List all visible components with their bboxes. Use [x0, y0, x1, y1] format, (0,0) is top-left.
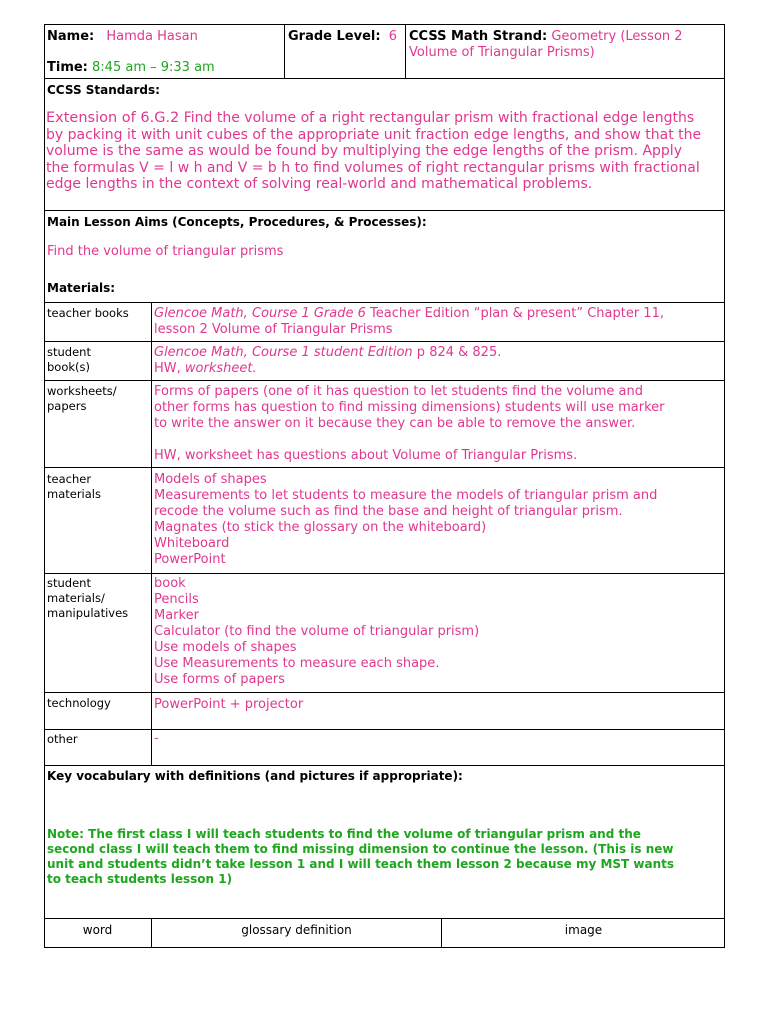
- list-item: PowerPoint: [154, 552, 226, 567]
- list-item: Models of shapes: [154, 472, 267, 487]
- list-item: Use Measurements to measure each shape.: [154, 656, 440, 671]
- row-rule-4: [44, 573, 725, 574]
- vocabulary-heading: Key vocabulary with definitions (and pictures if appropriate):: [47, 769, 463, 783]
- student-materials-label: student materials/ manipulatives: [47, 576, 129, 620]
- materials-heading: Materials:: [47, 281, 116, 295]
- glossary-col-definition: glossary definition: [241, 923, 352, 937]
- time-value: 8:45 am – 9:33 am: [92, 60, 215, 75]
- row-rule-3: [44, 467, 725, 468]
- list-item: Whiteboard: [154, 536, 230, 551]
- list-item: Pencils: [154, 592, 199, 607]
- teacher-materials-list: [154, 472, 724, 568]
- teacher-books-value: Glencoe Math, Course 1 Grade 6 Teacher Edition “plan & present” Chapter 11, lesson 2 Volume of Triangular Prisms: [154, 306, 664, 337]
- grade-label: Grade Level:: [288, 29, 381, 44]
- header-divider-1: [284, 24, 285, 78]
- standards-heading: CCSS Standards:: [47, 83, 160, 97]
- header-bottom-rule: [44, 78, 725, 79]
- standard-code: Extension of 6.G.2: [46, 110, 180, 126]
- glossary-col-word: word: [82, 923, 113, 937]
- list-item: Marker: [154, 608, 199, 623]
- strand-label: CCSS Math Strand:: [409, 29, 548, 44]
- teacher-materials-label: teacher materials: [47, 472, 101, 501]
- technology-value: PowerPoint + projector: [154, 697, 304, 712]
- list-item: Magnates (to stick the glossary on the whiteboard): [154, 520, 487, 535]
- glossary-col-image: image: [564, 923, 603, 937]
- grade-value: 6: [388, 29, 397, 44]
- standards-bottom-rule: [44, 210, 725, 211]
- list-item: Measurements to let students to measure the models of triangular prism and: [154, 488, 658, 503]
- grade-cell: [288, 29, 403, 45]
- name-cell: [47, 29, 282, 45]
- worksheets-label: worksheets/ papers: [47, 384, 117, 413]
- strand-cell: [409, 29, 723, 61]
- teacher-name: Hamda Hasan: [106, 29, 198, 44]
- list-item: book: [154, 576, 186, 591]
- row-rule-6: [44, 729, 725, 730]
- strand-value-line1: Geometry (Lesson 2: [551, 29, 683, 44]
- student-books-label: student book(s): [47, 345, 91, 374]
- vocabulary-bottom-rule: [44, 918, 725, 919]
- materials-column-divider: [151, 302, 152, 765]
- worksheets-value: Forms of papers (one of it has question to let students find the volume and other forms has question to find missing dimensions) students will use marker to write the answer on it because they can be able to remove the answer. HW, worksheet has questions about Volume of Triangular Prisms.: [154, 384, 665, 463]
- standards-text: Extension of 6.G.2 Find the volume of a right rectangular prism with fractional edge lengths by packing it with unit cubes of the appropriate unit fraction edge lengths, and show that the volume is the same as would be found by multiplying the edge lengths of the prism. Apply the formulas V = l w h and V = b h to find volumes of right rectangular prisms with fractional edge lengths in the context of solving real-world and mathematical problems.: [46, 110, 702, 192]
- list-item: Calculator (to find the volume of triangular prism): [154, 624, 480, 639]
- aims-heading: Main Lesson Aims (Concepts, Procedures, & Processes):: [47, 215, 427, 229]
- list-item: recode the volume such as find the base and height of triangular prism.: [154, 504, 623, 519]
- time-label: Time:: [47, 60, 88, 75]
- vocabulary-note: Note: The first class I will teach students to find the volume of triangular prism and the second class I will teach them to find missing dimension to continue the lesson. (This is new unit and students didn’t take lesson 1 and I will teach them lesson 2 because my MST wants to teach students lesson 1): [47, 827, 675, 886]
- other-value: -: [154, 731, 159, 746]
- row-rule-1: [44, 341, 725, 342]
- aims-text: Find the volume of triangular prisms: [47, 244, 284, 259]
- row-rule-5: [44, 692, 725, 693]
- aims-bottom-rule: [44, 302, 725, 303]
- list-item: Use forms of papers: [154, 672, 285, 687]
- strand-value-line2: Volume of Triangular Prisms): [409, 45, 595, 60]
- student-books-value: Glencoe Math, Course 1 student Edition p 824 & 825. HW, worksheet.: [154, 345, 502, 376]
- name-label: Name:: [47, 29, 95, 44]
- teacher-books-label: teacher books: [47, 306, 129, 320]
- row-rule-2: [44, 380, 725, 381]
- student-materials-list: [154, 576, 724, 688]
- technology-label: technology: [47, 696, 111, 710]
- row-rule-7: [44, 765, 725, 766]
- time-cell: [47, 60, 282, 76]
- other-label: other: [47, 732, 78, 746]
- list-item: Use models of shapes: [154, 640, 297, 655]
- header-divider-2: [405, 24, 406, 78]
